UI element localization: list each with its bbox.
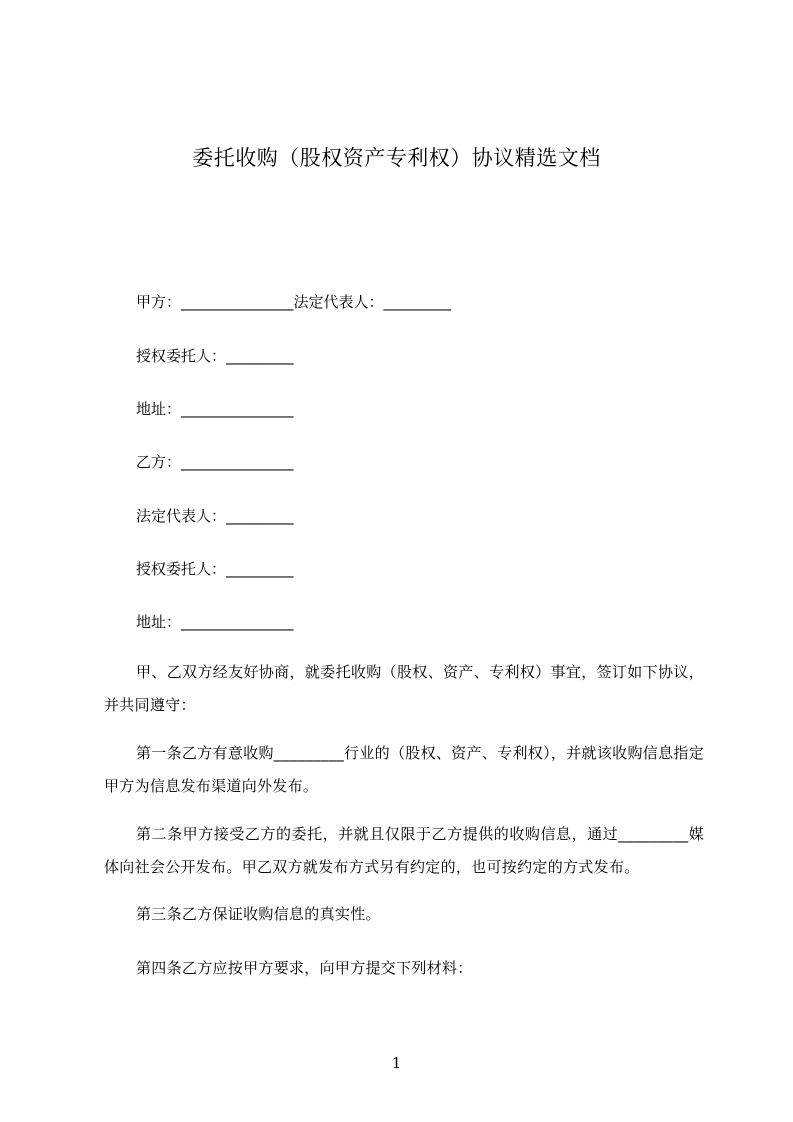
party-b-legal-representative-field: 法定代表人：_________	[136, 507, 294, 525]
article-4-paragraph: 第四条乙方应按甲方要求，向甲方提交下列材料：	[136, 959, 473, 977]
preamble-paragraph: 甲、乙双方经友好协商，就委托收购（股权、资产、专利权）事宜，签订如下协议，并共同遵守：	[104, 663, 704, 714]
article-2-paragraph: 第二条甲方接受乙方的委托，并就且仅限于乙方提供的收购信息，通过_________媒体向社会公开发布。甲乙双方就发布方式另有约定的，也可按约定的方式发布。	[104, 825, 704, 876]
party-a-authorized-agent-field: 授权委托人：_________	[136, 347, 294, 365]
party-b-authorized-agent-field: 授权委托人：_________	[136, 560, 294, 578]
document-title: 委托收购（股权资产专利权）协议精选文档	[192, 146, 601, 170]
party-b-address-field: 地址：_______________	[136, 613, 294, 631]
party-a-field: 甲方：_______________法定代表人：_________	[136, 293, 452, 311]
party-a-address-field: 地址：_______________	[136, 400, 294, 418]
article-1-paragraph: 第一条乙方有意收购_________行业的（股权、资产、专利权），并就该收购信息指定甲方为信息发布渠道向外发布。	[104, 744, 704, 795]
article-3-paragraph: 第三条乙方保证收购信息的真实性。	[136, 905, 381, 923]
page-number: 1	[391, 1054, 402, 1072]
party-b-field: 乙方：_______________	[136, 453, 294, 471]
